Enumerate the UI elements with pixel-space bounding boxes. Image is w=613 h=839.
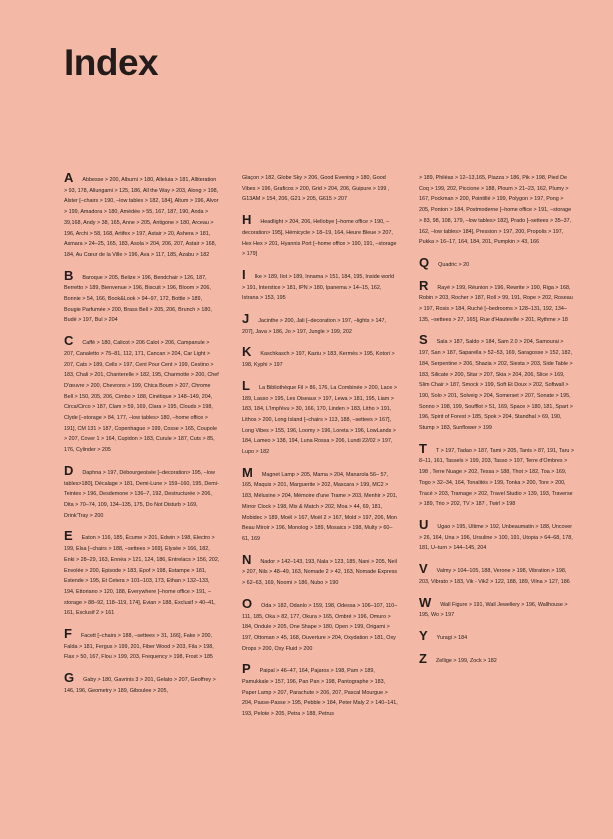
section-letter: W [419,594,432,610]
index-section-continued [419,173,575,248]
section-entries: Rayé > 199, Réunion > 196, Rewrite > 190, Riga > 168, Robin > 203, Rocher > 187, Roll > 99, 191, Rope > 202, Roseau > 197, Rosis > 184, Ruché [–bedrooms > 128–131, 192, 134–135, –settees > 27, 165], Rue d'Hauteville > 201, Rythme > 18 [419,284,573,323]
section-entries: Magnet Lamp > 205, Mama > 204, Manarola 56– 57, 165, Maquis > 201, Marguerite > 202, Mascara > 199, MC2 > 183, Mélusine > 204, Mémoire d'une Trame > 203, Menhir > 201, Mirror Clock > 198, Mix & Match > 202, Moa > 44, 69, 181, Mobidec > 189, Moël > 167, Moël 2 > 167, Mold > 197, 206, Mon Beau Miroir > 196, Monolog > 189, Mosaics > 198, Multy > 60–61, 169 [242,471,398,542]
index-column-3 [419,173,575,676]
section-entries: Daphna > 197, Débourgeoisée [–decoration> 195, –low tables>180], Décalage > 181, Demi-Lune > 159–160, 195, Demi-Teintes > 196, Desdemone > 136–7, 192, Destructurée > 206, Dita > 70–74, 109, 134–135, 175, Do Not Disturb > 169, Drink'Tray > 200 [64,469,219,519]
index-section-i [242,266,398,304]
page-title: Index [64,42,159,83]
section-letter: N [242,551,252,567]
index-section-f [64,626,220,663]
section-entries: T > 197, Tadao > 187, Tami > 205, Tanis > 87, 191, Taru > 8–11, 161, Tassels > 199, 203, Tasso > 197, Terre d'Ombres > 198 , Terre Nuage > 202, Tessa > 188, Thot > 182, Toa > 169, Togo > 32–34, 164, Tonalités > 199, Tonka > 200, Tore > 200, Tracé > 203, Tramage > 202, Travel Studio > 139, 193, Traverse > 189, Trio > 202, TV > 187 , Twirl > 198 [419,447,575,508]
section-letter: I [242,266,246,282]
section-letter: F [64,626,72,642]
index-section-c [64,333,220,456]
section-entries: Caffè > 180, Calicot > 206 Calot > 206, Campanule > 207, Canaletto > 75–81, 112, 171, Cancan > 204, Car Light > 207, Cats > 189, Cells > 197, Cent Pour Cent > 199, Cestino > 183, Chali > 201, Chanterelle > 182, 195, Charmotte > 200, Chef D'œuvre > 200, Chevrons > 199, Chica Boum > 207, Chrome Bell > 150, 205, 206, Cimbo > 188, Cinétique > 148–149, 204, Circa/Circo > 187, Clam > 59, 169, Clara > 195, Clouds > 198, Clyde [–storage > 84, 177, –low tables> 180, –home office > 191], CM 131 > 187, Copenhague > 199, Cosse > 165, Coupole > 207, Cover 1 > 164, Cupidon > 183, Curule > 187, Cuts > 85, 176, Cylinder > 205 [64,340,219,454]
section-entries: Baroque > 205, Belize > 196, Bendchair > 126, 187, Berretto > 189, Bienvenue > 196, Biscuit > 196, Bloom > 206, Bonnie > 54, 166, Book&Look > 94–97, 172, Bottle > 189, Bougie Parfumée > 200, Brass Bell > 205, 206, Brunch > 180, Budè > 197, Bul > 204 [64,274,212,324]
index-column-1 [64,170,220,707]
section-letter: O [242,595,253,611]
index-section-z [419,650,575,667]
section-letter: A [64,170,74,185]
section-entries: > 189, Philéas > 12–13,165, Piazza > 186, Pik > 198, Pied De Coq > 199, 202, Piccione > 188, Ploum > 21–23, 162, Plumy > 167, Pockman > 200, Pointillé > 199, Polygon > 197, Pong > 205, Ponton > 184, Postmoderne [–home office > 191, –storage > 83, 98, 108, 179, –low tables> 182], Prado [–settees > 35–37, 162, –low tables> 184], Pression > 197, 200, Propolis > 197, Pukka > 16–17, 164, 184, 201, Pumpkin > 43, 166 [419,175,572,246]
section-letter: L [242,377,250,393]
index-section-d [64,462,220,522]
section-entries: Eaton > 116, 185, Écume > 201, Edwin > 198, Electro > 199, Elsa [–chairs > 188, –settees > 169], Elysée > 166, 182, Enki > 28–29, 163, Ennéa > 121, 124, 186, Entrelacs > 156, 202, Envolée > 200, Episode > 183, Epof > 198, Estampe > 181, Estende > 195, Et Cetera > 101–103, 173, Ethan > 132–133, 194, Ettoriano > 120, 188, Everywhere [–home office > 191, –storage > 88–92, 118–119, 174], Evian > 188, Exclusif > 40–41, 161, Exclusif 2 > 161 [64,535,220,617]
index-section-b [64,267,220,327]
section-letter: Q [419,254,430,270]
section-entries: Glaçon > 182, Globe Sky > 206, Good Evening > 180, Good Vibes > 196, Graficos > 200, Grid > 204, 206, Guipure > 199 , G13AM > 154, 206, G21 > 205, G615 > 207 [242,175,390,203]
section-entries: Ugao > 195, Ultime > 192, Unbeaumatin > 188, Uncover > 26, 164, Una > 196, Ursuline > 100, 191, Utopia > 64–68, 178, 181, U–turn > 144–145, 204 [419,523,573,552]
section-letter: H [242,212,252,228]
section-entries: Valmy > 104–105, 188, Verone > 198, Vibration > 198, 203, Vibrato > 183, Vik - Vik2 > 122, 188, 189, Vilna > 127, 186 [419,568,570,585]
index-section-q [419,254,575,271]
section-letter: K [242,344,252,360]
index-section-v [419,561,575,587]
index-section-s [419,332,575,433]
section-entries: Kaschkasch > 197, Kaziu > 183, Kermès > 195, Kotori > 198, Kyphi > 197 [242,351,395,369]
section-letter: Z [419,650,427,666]
section-letter: D [64,462,74,478]
section-entries: Nador > 142–143, 193, Nala > 123, 185, Nani > 205, Neil > 207, Nils > 48–49, 163, Nomade 2 > 42, 163, Nomade Express > 62–63, 169, Noomi > 186, Nubo > 190 [242,558,398,587]
index-section-u [419,516,575,554]
section-letter: B [64,267,74,283]
section-letter: C [64,333,74,349]
index-column-2 [242,173,398,730]
index-section-continued [242,173,398,205]
section-letter: T [419,440,427,456]
section-letter: S [419,332,428,348]
section-entries: Paipal > 46–47, 164, Pajaros > 198, Pam > 189, Pamukkale > 157, 196, Pan Pan > 198, Pantographe > 183, Paper Lamp > 207, Parachute > 206, 207, Pascal Mourgue > 204, Passe-Passe > 195, Pebble > 184, Peter Maly 2 > 140–141, 193, Pelote > 205, Petra > 188, Petrus [242,668,398,718]
index-section-g [64,670,220,696]
section-entries: La Bibliothèque Fil > 86, 176, La Combinée > 200, Lace > 189, Lasso > 195, Les Oiseaux > 197, Lewa > 181, 195, Liam > 183, 184, L'Impřévu > 30, 166, 170, Linden > 183, Litho > 191, Lithos > 200, Long Island [–chairs > 113, 188, –settees > 167], Long Vibes > 155, 196, Loomy > 196, Loreta > 196, LowLands > 184, Lameo > 138, 194, Luna Rossa > 206, Lundi 22/02 > 197, Lupo > 182 [242,384,397,456]
index-section-e [64,528,220,619]
section-entries: Yuragi > 184 [436,634,468,641]
index-section-w [419,594,575,621]
section-entries: Wall Figure > 191, Wall Jewellery > 196, Wallhouse > 195, Wo > 197 [419,601,568,619]
index-section-a [64,170,220,261]
section-letter: U [419,516,429,532]
section-entries: Quadric > 20 [438,261,470,268]
index-section-r [419,277,575,326]
index-section-p [242,661,398,720]
index-section-h [242,212,398,260]
section-entries: Gaby > 180, Gavrinis 3 > 201, Gelato > 207, Geoffrey > 146, 196, Geometry > 189, Giboulee > 205, [64,677,216,694]
index-section-n [242,551,398,589]
section-entries: Facett [–chairs > 188, –settees > 31, 166], Fake > 200, Falda > 181, Fergus > 199, 201, Fiber Wood > 203, Fila > 198, Flax > 50, 167, Flou > 199, 203, Frequency > 198, Frost > 185 [64,633,214,661]
section-letter: Y [419,627,428,643]
index-section-t [419,440,575,510]
section-letter: E [64,528,73,544]
section-letter: R [419,277,429,293]
section-letter: G [64,670,75,686]
section-letter: J [242,311,250,327]
section-entries: Oda > 182, Odanlo > 159, 198, Odessa > 106–107, 110–111, 185, Oka > 82, 177, Okura > 165, Ombré > 196, Omuro > 184, Ondule > 205, One Shape > 180, Open > 199, Origami > 197, Ottoman > 45, 168, Ouverture > 204, Oxydation > 181, Oxy Drops > 200, Oxy Fluid > 200 [242,602,398,652]
section-entries: Headlight > 204, 206, Hellobye [–home office > 190, –decoration> 195], Hémicycle > 18–19, 164, Heure Bleue > 207, Hex Hex > 201, Hyannis Port [–home office > 190, 191, –storage > 179] [242,219,397,258]
index-section-k [242,344,398,370]
section-letter: P [242,661,251,677]
section-entries: Jacinthe > 200, Jali [–decoration > 197, –lights > 147, 207], Java > 186, Jo > 197, Jungle > 199, 202 [242,318,387,335]
index-section-j [242,311,398,337]
section-entries: Zellige > 199, Zock > 182 [435,657,497,664]
index-section-m [242,464,398,545]
index-section-l [242,377,398,458]
section-entries: Ike > 189, Ilot > 189, Innama > 151, 184, 195, Inside world > 191, Interstice > 181, IPN > 180, Ipanema > 14–15, 162, Istrana > 153, 195 [242,273,395,302]
section-letter: M [242,464,253,480]
section-entries: Abbesse > 200, Alburni > 180, Alleluia > 181, Alliteration > 93, 178, Allungami > 125, 186, All the Way > 203, Along > 198, Alster [–chairs > 190, –low tables > 182, 184], Altum > 196, Alvor > 199, Amadora > 180, Amédée > 55, 167, 187, 190, Anda > 39,168, Andy > 38, 165, Anne > 205, Antigone > 180, Arceau > 196, Archi > 58, 168, Artifex > 197, Astair > 20, Ashera > 181, Asmara > 24–25, 165, 183, Asola > 204, 206, 207, Astair > 168, 184, Au Cœur de la Ville > 196, Ava > 117, 185, Azabu > 182 [64,177,219,258]
index-section-y [419,627,575,644]
section-entries: Sala > 187, Saldo > 184, Sam 2.0 > 204, Samourai > 197, San > 187, Saparella > 52–53, 169, Saragosse > 152, 182, 184, Serpentine > 206, Shazia > 202, Siesta > 203, Side Table > 183, Silicate > 200, Sitar > 207, Skia > 204, 206, Slice > 169, Slim Chair > 187, Smock > 199, Soft Et Doux > 202, Softwall > 190, Solo > 201, Solveig > 204, Somerset > 207, Sonate > 195, Sonno > 198, 199, Soufflot > 51, 169, Space > 180, 181, Spart > 196, Spirit of Forest > 185, Spok > 204, Standhal > 69, 190, Stump > 183, Sunflower > 199 [419,339,573,432]
section-letter: V [419,561,428,577]
index-section-o [242,595,398,655]
